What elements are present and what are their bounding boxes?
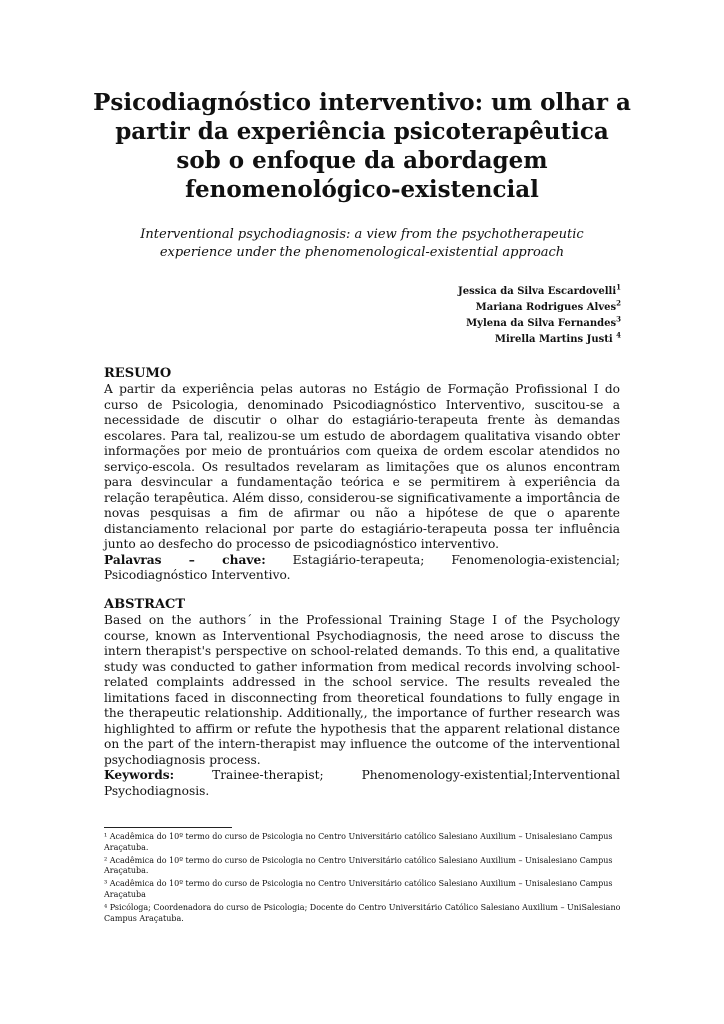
author-name: Mirella Martins Justi: [494, 334, 617, 345]
footnote-1: ¹ Acadêmica do 10º termo do curso de Psicologia no Centro Universitário católico Salesiano Auxilium – Unisalesiano Campus Araçatuba.: [104, 832, 613, 852]
abstract-heading: ABSTRACT: [104, 597, 186, 612]
resumo-keywords-label: Palavras – chave:: [104, 552, 266, 567]
footnote-divider: [104, 827, 232, 828]
abstract-text: Based on the authors´ in the Professional Training Stage I of the Psychology course, known as Interventional Psychodiagnosis, the need arose to discuss the intern therapist's perspective on school-related demands. To this end, a qualitative study was conducted to gather information from medical records involving school-related complaints addressed in the school service. The results revealed the limitations faced in disconnecting from theoretical foundations to fully engage in the therapeutic relationship. Additionally,, the importance of further research was highlighted to affirm or refute the hypothesis that the apparent relational distance on the part of the intern-therapist may influence the outcome of the interventional psychodiagnosis process.: [104, 613, 620, 767]
resumo-text: A partir da experiência pelas autoras no Estágio de Formação Profissional I do curso de Psicologia, denominado Psicodiagnóstico Interventivo, suscitou-se a necessidade de discutir o olhar do estagiário-terapeuta frente às demandas escolares. Para tal, realizou-se um estudo de abordagem qualitativa visando obter informações por meio de prontuários com queixa de ordem escolar atendidos no serviço-escola. Os resultados revelaram as limitações que os alunos encontram para desvincular a fundamentação teórica e se permitirem à experiência da relação terapêutica. Além disso, considerou-se significativamente a importância de novas pesquisas a fim de afirmar ou não a hipótese de que o aparente distanciamento relacional por parte do estagiário-terapeuta possa ter influência junto ao desfecho do processo de psicodiagnóstico interventivo.: [104, 382, 620, 551]
author-entry: [458, 332, 621, 348]
author-footnote-mark: 1: [616, 282, 621, 292]
author-entry: [458, 316, 621, 332]
author-footnote-mark: 4: [616, 330, 621, 340]
resumo-heading: RESUMO: [104, 366, 172, 381]
resumo-section: [104, 366, 620, 584]
paper-title: Psicodiagnóstico interventivo: um olhar a partir da experiência psicoterapêutica sob o enfoque da abordagem fenomenológico-existencial: [93, 89, 631, 203]
author-footnote-mark: 2: [616, 298, 621, 308]
footnote-2: ² Acadêmica do 10º termo do curso de Psicologia no Centro Universitário católico Salesiano Auxilium – Unisalesiano Campus Araçatuba.: [104, 855, 613, 876]
abstract-section: [104, 597, 620, 799]
abstract-keywords-list: Trainee-therapist; Phenomenology-existential;Interventional Psychodiagnosis.: [104, 768, 620, 798]
author-entry: [458, 300, 621, 316]
abstract-keywords-label: Keywords:: [104, 768, 175, 782]
author-name: Mylena da Silva Fernandes: [466, 318, 617, 329]
author-name: Mariana Rodrigues Alves: [475, 302, 617, 313]
resumo-keywords-list: Estagiário-terapeuta; Fenomenologia-existencial; Psicodiagnóstico Interventivo.: [104, 552, 620, 582]
author-footnote-mark: 3: [616, 314, 621, 324]
abstract-keywords: [104, 768, 620, 799]
author-list: [458, 284, 621, 348]
paper-subtitle-english: Interventional psychodiagnosis: a view from the psychotherapeutic experience under the phenomenological-existential approach: [140, 227, 584, 260]
footnote-3: ³ Acadêmica do 10º termo do curso de Psicologia no Centro Universitário católico Salesiano Auxilium – Unisalesiano Campus Araçatuba: [104, 879, 613, 899]
author-name: Jessica da Silva Escardovelli: [458, 286, 617, 297]
footnotes: [104, 832, 622, 926]
resumo-keywords: [104, 553, 620, 584]
author-entry: [458, 284, 621, 300]
footnote-4: ⁴ Psicóloga; Coordenadora do curso de Psicologia; Docente do Centro Universitário Católico Salesiano Auxilium – UniSalesiano Campus Araçatuba.: [104, 902, 621, 923]
